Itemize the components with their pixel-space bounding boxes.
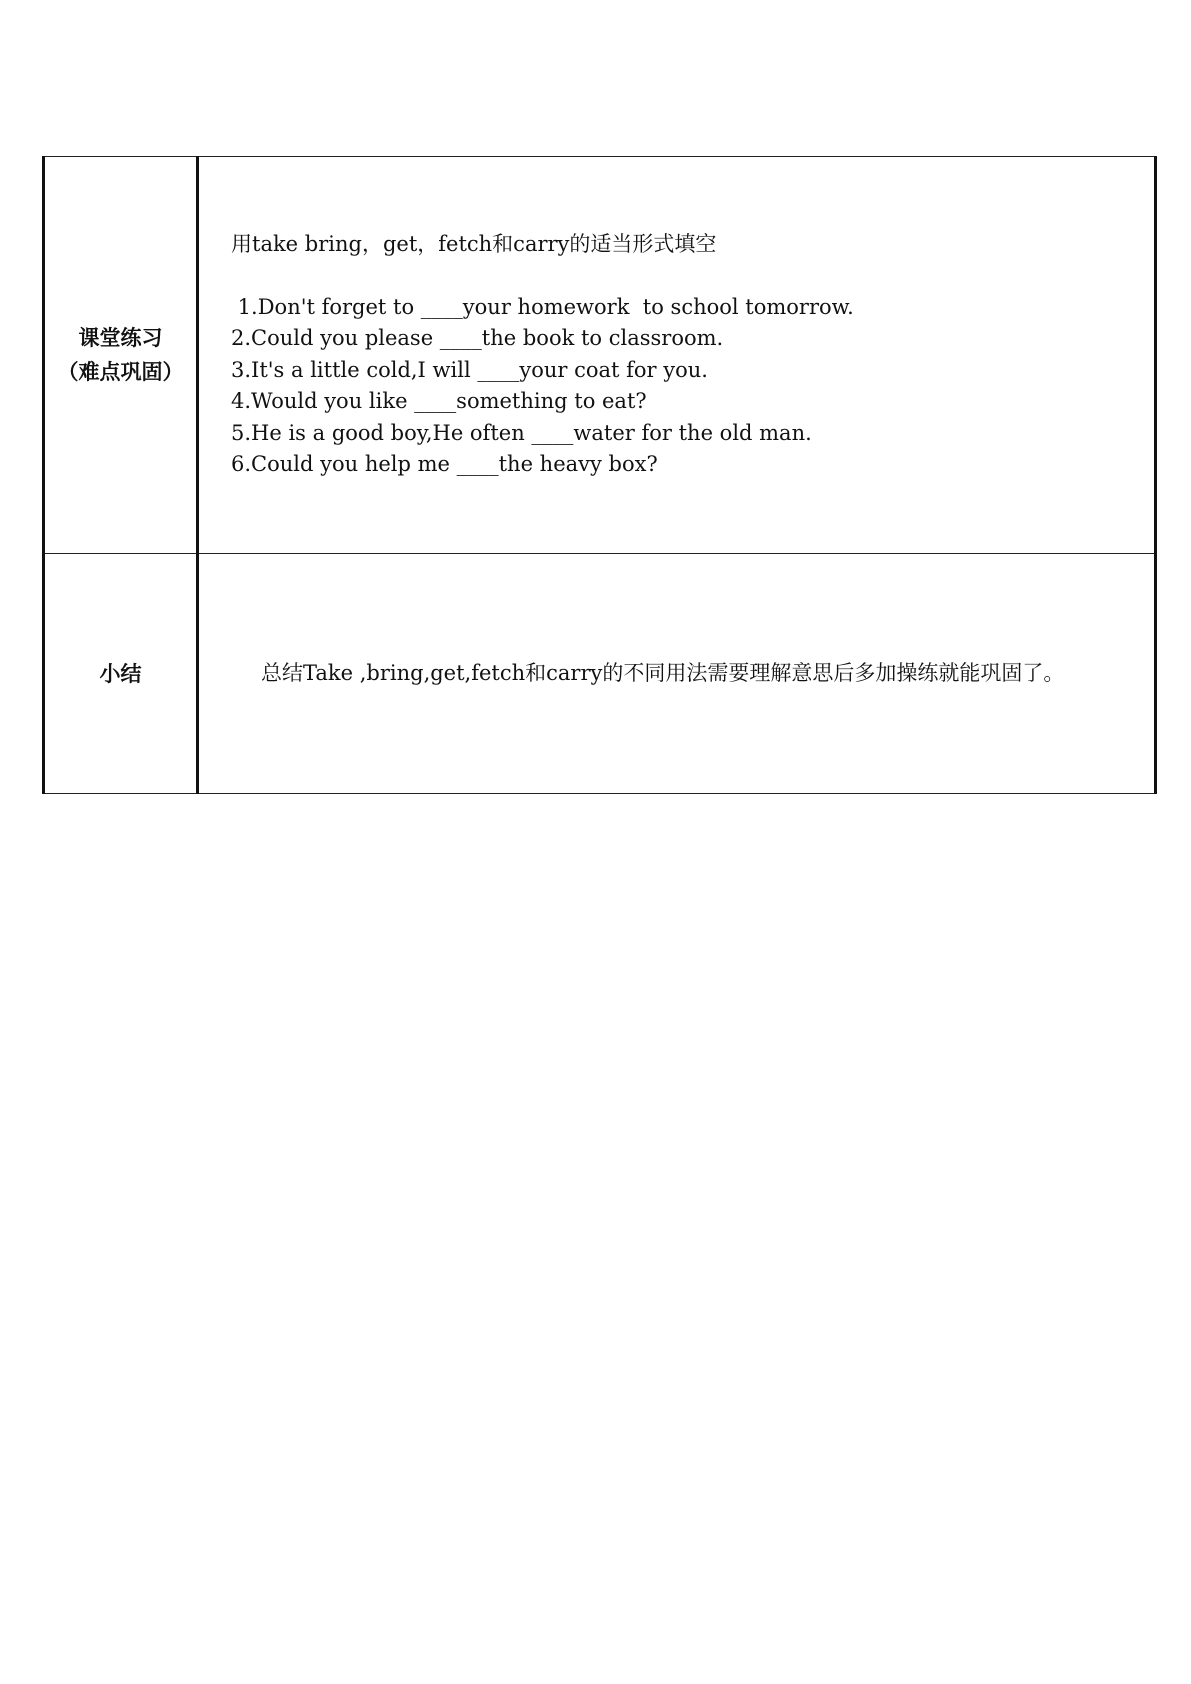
- summary-content: [199, 658, 1154, 690]
- practice-content: [199, 229, 1154, 481]
- lesson-table: [42, 156, 1157, 794]
- exercise-item: 3.It's a little cold,I will ____your coat for you.: [231, 357, 708, 382]
- practice-content-cell: [198, 157, 1156, 554]
- summary-content-cell: [198, 554, 1156, 794]
- summary-text: 总结Take ,bring,get,fetch和carry的不同用法需要理解意思后多加操练就能巩固了。: [261, 660, 1065, 685]
- practice-label-cell: [44, 157, 198, 554]
- practice-row: [44, 157, 1156, 554]
- exercise-item: 6.Could you help me ____the heavy box?: [231, 452, 658, 477]
- exercise-list: [231, 292, 1134, 481]
- exercise-item: 4.Would you like ____something to eat?: [231, 389, 647, 414]
- summary-row: [44, 554, 1156, 794]
- exercise-item: 5.He is a good boy,He often ____water for the old man.: [231, 420, 812, 445]
- practice-instruction: 用take bring，get，fetch和carry的适当形式填空: [231, 232, 717, 257]
- summary-label: 小结: [99, 661, 142, 686]
- practice-label-line2: （难点巩固）: [57, 360, 184, 384]
- exercise-item: 1.Don't forget to ____your homework to school tomorrow.: [231, 294, 854, 319]
- exercise-item: 2.Could you please ____the book to classroom.: [231, 326, 724, 351]
- practice-label-line1: 课堂练习: [78, 326, 163, 350]
- summary-label-cell: [44, 554, 198, 794]
